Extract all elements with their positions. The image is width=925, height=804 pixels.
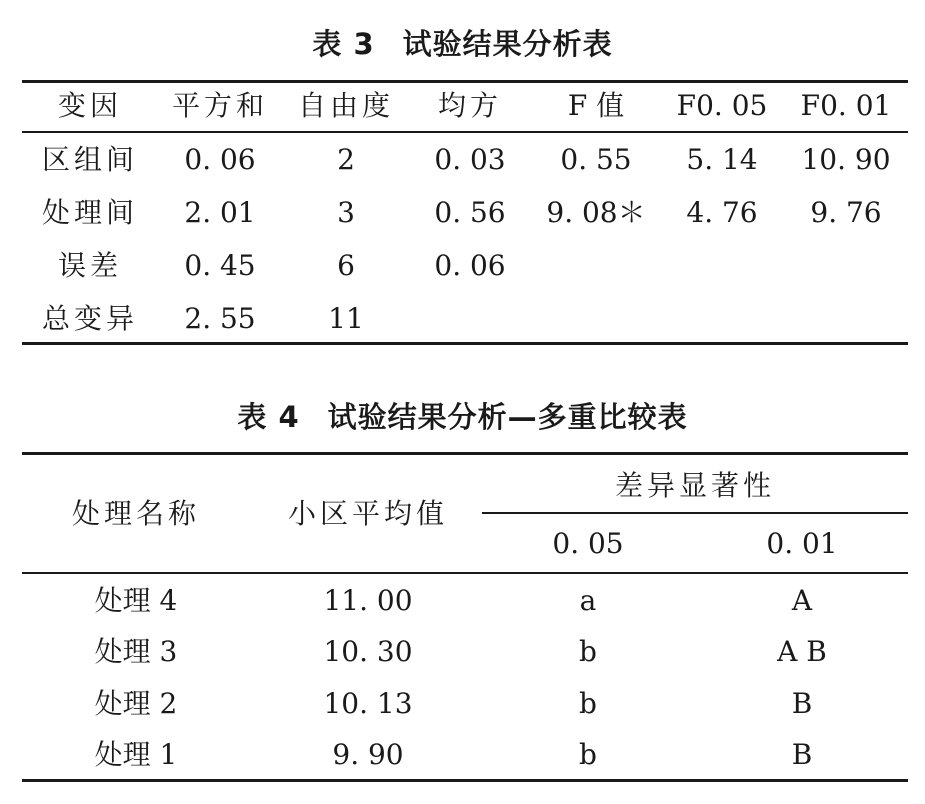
table4-cell: b (579, 635, 597, 668)
table3-cell: 11 (328, 302, 364, 335)
table3-header-cell: 平方和 (171, 89, 268, 122)
table4-cell: 处理 4 (94, 584, 178, 617)
table3-header-cell: 自由度 (297, 89, 394, 122)
table4-header-mean: 小区平均值 (287, 497, 448, 530)
table4-header-rule (22, 572, 908, 574)
table3-top-rule (22, 80, 908, 83)
table3-title (0, 22, 925, 63)
table4-header-sig-005: 0. 05 (552, 527, 624, 560)
table4-cell: 11. 00 (323, 584, 413, 617)
table3-header-cell: F 值 (567, 89, 625, 122)
table3-cell: 0. 03 (434, 143, 506, 176)
table3-cell: 6 (337, 249, 355, 282)
table4-cell: 处理 3 (94, 635, 178, 668)
table3-cell: 区组间 (41, 143, 138, 176)
table4-cell: 处理 1 (94, 738, 178, 771)
table3-cell: 总变异 (41, 302, 138, 335)
table3-cell: 10. 90 (801, 143, 891, 176)
table3-header-rule (22, 131, 908, 133)
table3-cell: 0. 56 (434, 196, 506, 229)
table4-header-sig-001: 0. 01 (766, 527, 838, 560)
table4-bottom-rule (22, 779, 908, 782)
table4-cell: 10. 30 (323, 635, 413, 668)
table3-title-text: 试验结果分析表 (402, 27, 613, 61)
table4-cell: B (791, 738, 813, 771)
table3-header-cell: F0. 01 (800, 89, 892, 122)
table3-cell: 9. 76 (810, 196, 882, 229)
table3-header-cell: F0. 05 (676, 89, 768, 122)
table3-cell: 2. 55 (184, 302, 256, 335)
table3-cell: 0. 06 (184, 143, 256, 176)
table4-cell: 9. 90 (332, 738, 404, 771)
table3-header-cell: 变因 (57, 89, 122, 122)
table4-cell: A B (777, 635, 827, 668)
table4-title-text: 试验结果分析—多重比较表 (327, 400, 688, 434)
table3-cell: 0. 55 (560, 143, 632, 176)
table3-number: 表 3 (312, 27, 375, 61)
table4-title (0, 395, 925, 436)
table4-cell: B (791, 687, 813, 720)
table4-header-significance: 差异显著性 (614, 469, 775, 502)
table4-significance-rule (482, 512, 908, 514)
table3-bottom-rule (22, 342, 908, 345)
table3-cell: 0. 06 (434, 249, 506, 282)
table4-cell: b (579, 687, 597, 720)
table3-cell: 5. 14 (686, 143, 758, 176)
table3-cell: 3 (337, 196, 355, 229)
table4-cell: b (579, 738, 597, 771)
table4-cell: A (791, 584, 813, 617)
table4-cell: a (579, 584, 597, 617)
table3-cell: 处理间 (41, 196, 138, 229)
table3-cell: 0. 45 (184, 249, 256, 282)
table3-cell: 2. 01 (184, 196, 256, 229)
table4-cell: 10. 13 (323, 687, 413, 720)
table4-header-name: 处理名称 (71, 497, 200, 530)
table4-cell: 处理 2 (94, 687, 178, 720)
table3-cell: 2 (337, 143, 355, 176)
table4-number: 表 4 (237, 400, 300, 434)
table3-cell: 4. 76 (686, 196, 758, 229)
table4-top-rule (22, 452, 908, 455)
table3-cell: 9. 08＊ (546, 196, 646, 229)
table3-cell: 误差 (57, 249, 122, 282)
table3-header-cell: 均方 (437, 89, 502, 122)
